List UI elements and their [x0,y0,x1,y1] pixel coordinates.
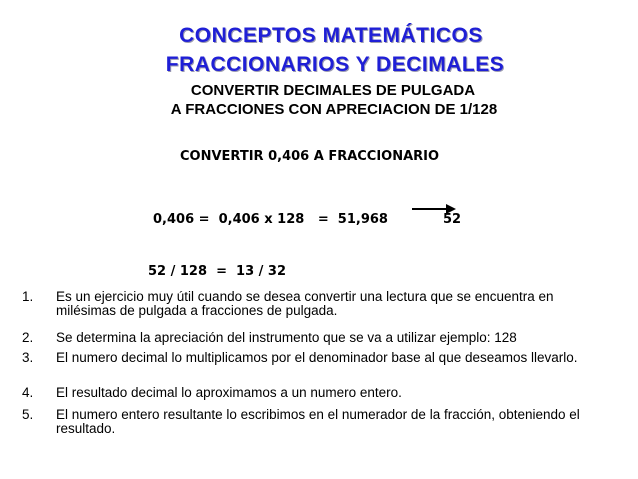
step-number: 4. [22,385,34,400]
step-text: El numero entero resultante lo escribimos en el numerador de la fracción, obteniendo el resultado. [56,407,580,436]
step-number: 3. [22,350,34,365]
main-title-line-2: FRACCIONARIOS Y DECIMALES [165,53,505,76]
step-number: 2. [22,330,34,345]
step-number: 5. [22,407,34,422]
multiplication-line: 0,406 = 0,406 x 128 = 51,968 [153,212,388,227]
main-title-line-1: CONCEPTOS MATEMÁTICOS [179,24,483,47]
step-text: El resultado decimal lo aproximamos a un numero entero. [56,385,402,400]
step-text: Es un ejercicio muy útil cuando se desea convertir una lectura que se encuentra en milésimas de pulgada a fracciones de pulgada. [56,289,554,318]
step-number: 1. [22,289,34,304]
subtitle-line-2: A FRACCIONES CON APRECIACION DE 1/128 [170,101,498,118]
calculation-title: CONVERTIR 0,406 A FRACCIONARIO [180,149,440,164]
subtitle-line-1: CONVERTIR DECIMALES DE PULGADA [190,82,476,99]
step-text: Se determina la apreciación del instrumento que se va a utilizar ejemplo: 128 [56,330,517,345]
rounded-result: 52 [443,212,462,227]
step-text: El numero decimal lo multiplicamos por el denominador base al que deseamos llevarlo. [56,350,578,365]
fraction-line: 52 / 128 = 13 / 32 [148,264,287,279]
